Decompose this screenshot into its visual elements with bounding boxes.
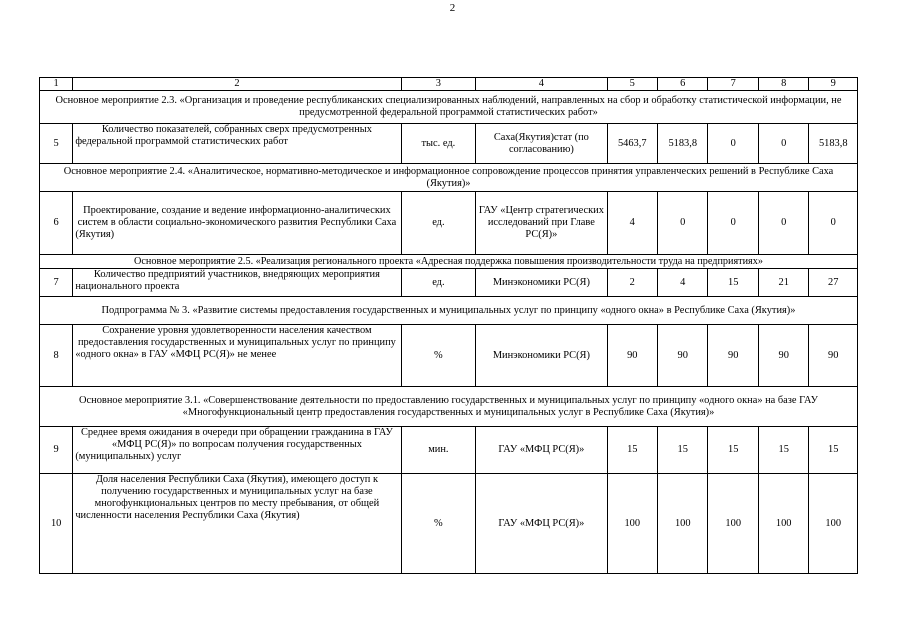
unit-cell: % — [401, 474, 476, 574]
value-cell: 4 — [607, 192, 657, 255]
value-cell: 2 — [607, 269, 657, 297]
table-row — [40, 269, 858, 297]
section-row — [40, 387, 858, 427]
column-header: 8 — [758, 78, 808, 91]
value-cell: 90 — [809, 325, 858, 387]
column-header: 7 — [708, 78, 758, 91]
value-cell: 15 — [658, 427, 708, 474]
value-cell: 15 — [708, 269, 758, 297]
table-row — [40, 474, 858, 574]
column-header: 5 — [607, 78, 657, 91]
value-cell: 90 — [658, 325, 708, 387]
row-number: 7 — [40, 269, 73, 297]
unit-cell: ед. — [401, 269, 476, 297]
value-cell: 0 — [708, 192, 758, 255]
value-cell: 27 — [809, 269, 858, 297]
section-title: Основное мероприятие 2.5. «Реализация регионального проекта «Адресная поддержка повышения производительности труда на предприятиях» — [40, 255, 858, 269]
row-number: 9 — [40, 427, 73, 474]
responsible-cell: ГАУ «Центр стратегических исследований при Главе РС(Я)» — [476, 192, 607, 255]
value-cell: 5183,8 — [658, 124, 708, 164]
indicator-name: Количество предприятий участников, внедряющих мероприятия национального проекта — [73, 269, 401, 297]
value-cell: 15 — [809, 427, 858, 474]
row-number: 6 — [40, 192, 73, 255]
unit-cell: ед. — [401, 192, 476, 255]
value-cell: 15 — [758, 427, 808, 474]
table-row — [40, 427, 858, 474]
row-number: 8 — [40, 325, 73, 387]
section-title: Основное мероприятие 3.1. «Совершенствование деятельности по предоставлению государственных и муниципальных услуг по принципу «одного окна» на базе ГАУ «Многофункциональный центр предоставления государственных и муниципальных услуг в Республике Саха (Якутия)» — [40, 387, 858, 427]
table-row — [40, 192, 858, 255]
value-cell: 100 — [607, 474, 657, 574]
page-number: 2 — [449, 2, 456, 14]
value-cell: 100 — [809, 474, 858, 574]
value-cell: 100 — [758, 474, 808, 574]
section-title: Основное мероприятие 2.3. «Организация и проведение республиканских специализированных наблюдений, направленных на сбор и обработку статистической информации, не предусмотренной федеральной программой статистических работ» — [40, 91, 858, 124]
value-cell: 0 — [708, 124, 758, 164]
value-cell: 5183,8 — [809, 124, 858, 164]
responsible-cell: ГАУ «МФЦ РС(Я)» — [476, 427, 607, 474]
unit-cell: мин. — [401, 427, 476, 474]
column-header: 1 — [40, 78, 73, 91]
value-cell: 21 — [758, 269, 808, 297]
unit-cell: % — [401, 325, 476, 387]
section-row — [40, 255, 858, 269]
indicator-name: Доля населения Республики Саха (Якутия), имеющего доступ к получению государственных и муниципальных услуг на базе многофункциональных центров по месту пребывания, от общей численности населения Республики Саха (Якутия) — [73, 474, 401, 574]
section-row — [40, 91, 858, 124]
indicator-name: Среднее время ожидания в очереди при обращении гражданина в ГАУ «МФЦ РС(Я)» по вопросам получения государственных (муниципальных) услуг — [73, 427, 401, 474]
value-cell: 15 — [607, 427, 657, 474]
section-row — [40, 164, 858, 192]
value-cell: 90 — [607, 325, 657, 387]
section-row — [40, 297, 858, 325]
value-cell: 4 — [658, 269, 708, 297]
column-header: 3 — [401, 78, 476, 91]
value-cell: 0 — [658, 192, 708, 255]
responsible-cell: Минэкономики РС(Я) — [476, 269, 607, 297]
indicator-name: Проектирование, создание и ведение информационно-аналитических систем в области социально-экономического развития Республики Саха (Якутия) — [73, 192, 401, 255]
unit-cell: тыс. ед. — [401, 124, 476, 164]
indicator-name: Сохранение уровня удовлетворенности населения качеством предоставления государственных и муниципальных услуг по принципу «одного окна» в ГАУ «МФЦ РС(Я)» не менее — [73, 325, 401, 387]
responsible-cell: Минэкономики РС(Я) — [476, 325, 607, 387]
indicators-table — [39, 77, 858, 574]
row-number: 5 — [40, 124, 73, 164]
value-cell: 100 — [658, 474, 708, 574]
row-number: 10 — [40, 474, 73, 574]
column-header: 9 — [809, 78, 858, 91]
value-cell: 90 — [708, 325, 758, 387]
value-cell: 100 — [708, 474, 758, 574]
responsible-cell: ГАУ «МФЦ РС(Я)» — [476, 474, 607, 574]
value-cell: 90 — [758, 325, 808, 387]
value-cell: 5463,7 — [607, 124, 657, 164]
responsible-cell: Саха(Якутия)стат (по согласованию) — [476, 124, 607, 164]
column-header: 4 — [476, 78, 607, 91]
column-header: 2 — [73, 78, 401, 91]
value-cell: 0 — [809, 192, 858, 255]
section-title: Основное мероприятие 2.4. «Аналитическое, нормативно-методическое и информационное сопровождение процессов принятия управленческих решений в Республике Саха (Якутия)» — [40, 164, 858, 192]
column-header: 6 — [658, 78, 708, 91]
value-cell: 0 — [758, 192, 808, 255]
table-row — [40, 124, 858, 164]
subprogram-title: Подпрограмма № 3. «Развитие системы предоставления государственных и муниципальных услуг по принципу «одного окна» в Республике Саха (Якутия)» — [40, 297, 858, 325]
table-row — [40, 325, 858, 387]
indicator-name: Количество показателей, собранных сверх предусмотренных федеральной программой статистических работ — [73, 124, 401, 164]
value-cell: 15 — [708, 427, 758, 474]
value-cell: 0 — [758, 124, 808, 164]
column-number-row — [40, 78, 858, 91]
